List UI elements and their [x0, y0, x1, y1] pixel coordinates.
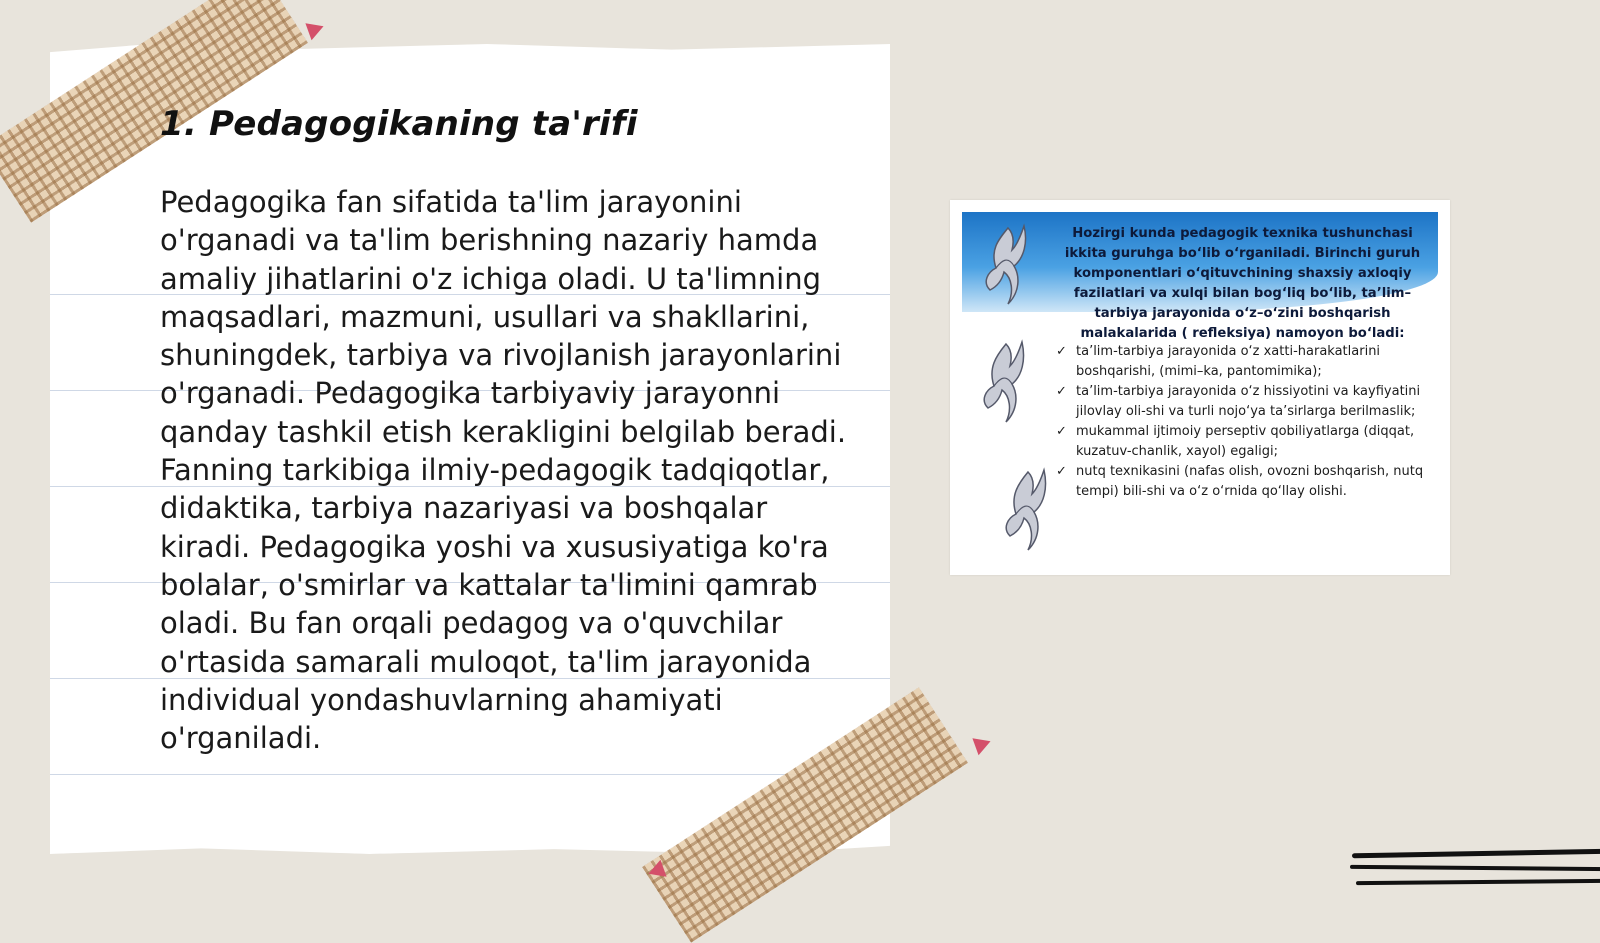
- check-icon: ✓: [1056, 464, 1067, 479]
- check-icon: ✓: [1056, 424, 1067, 439]
- slide-bullet-list: [1056, 342, 1436, 502]
- note-body-text: Pedagogika fan sifatida ta'lim jarayonini o'rganadi va ta'lim berishning nazariy hamda amaliy jihatlarini o'z ichiga oladi. U ta'limning maqsadlari, mazmuni, usullari va shakllarini, shuningdek, tarbiya va rivojlanish jarayonlarini o'rganadi. Pedagogika tarbiyaviy jarayonni qanday tashkil etish kerakligini belgilab beradi. Fanning tarkibiga ilmiy-pedagogik tadqiqotlar, didaktika, tarbiya nazariyasi va boshqalar kiradi. Pedagogika yoshi va xususiyatiga ko'ra bolalar, o'smirlar va kattalar ta'limini qamrab oladi. Bu fan orqali pedagog va o'quvchilar o'rtasida samarali muloqot, ta'lim jarayonida individual yondashuvlarning ahamiyati o'rganiladi.: [160, 185, 847, 756]
- check-icon: ✓: [1056, 344, 1067, 359]
- list-item-text: ta’lim-tarbiya jarayonida o‘z hissiyotini va kayfiyatini jilovlay oli-shi va turli nojo‘ya ta’sirlarga berilmaslik;: [1076, 384, 1421, 419]
- decorative-line: [1356, 879, 1600, 885]
- list-item-text: mukammal ijtimoiy perseptiv qobiliyatlarga (diqqat, kuzatuv-chanlik, xayol) egaligi;: [1076, 424, 1415, 459]
- tape-tip: [972, 733, 993, 755]
- dove-icon: [986, 466, 1056, 556]
- dove-icon: [968, 338, 1038, 428]
- list-item: [1056, 462, 1436, 502]
- tape-tip: [305, 18, 326, 40]
- check-icon: ✓: [1056, 384, 1067, 399]
- decorative-line: [1352, 849, 1600, 859]
- dove-icon: [968, 220, 1038, 310]
- slide-image: [950, 200, 1450, 575]
- list-item-text: nutq texnikasini (nafas olish, ovozni boshqarish, nutq tempi) bili-shi va o‘z o‘rnida qo‘llay olishi.: [1076, 464, 1424, 499]
- decorative-line: [1350, 865, 1600, 871]
- list-item: [1056, 382, 1436, 422]
- page-title: 1. Pedagogikaning ta'rifi: [160, 104, 638, 144]
- list-item: [1056, 342, 1436, 382]
- slide-intro-text: Hozirgi kunda pedagogik texnika tushunchasi ikkita guruhga bo‘lib o‘rganiladi. Birinchi guruh komponentlari o‘qituvchining shaxsiy axloqiy fazilatlari va xulqi bilan bog‘liq bo‘lib, ta’lim–tarbiya jarayonida o‘z–o‘zini boshqarish malakalarida ( refleksiya) namoyon bo‘ladi:: [1064, 226, 1421, 341]
- ruled-line: [50, 774, 890, 775]
- list-item-text: ta’lim-tarbiya jarayonida o‘z xatti-harakatlarini boshqarishi, (mimi–ka, pantomimika);: [1076, 344, 1381, 379]
- list-item: [1056, 422, 1436, 462]
